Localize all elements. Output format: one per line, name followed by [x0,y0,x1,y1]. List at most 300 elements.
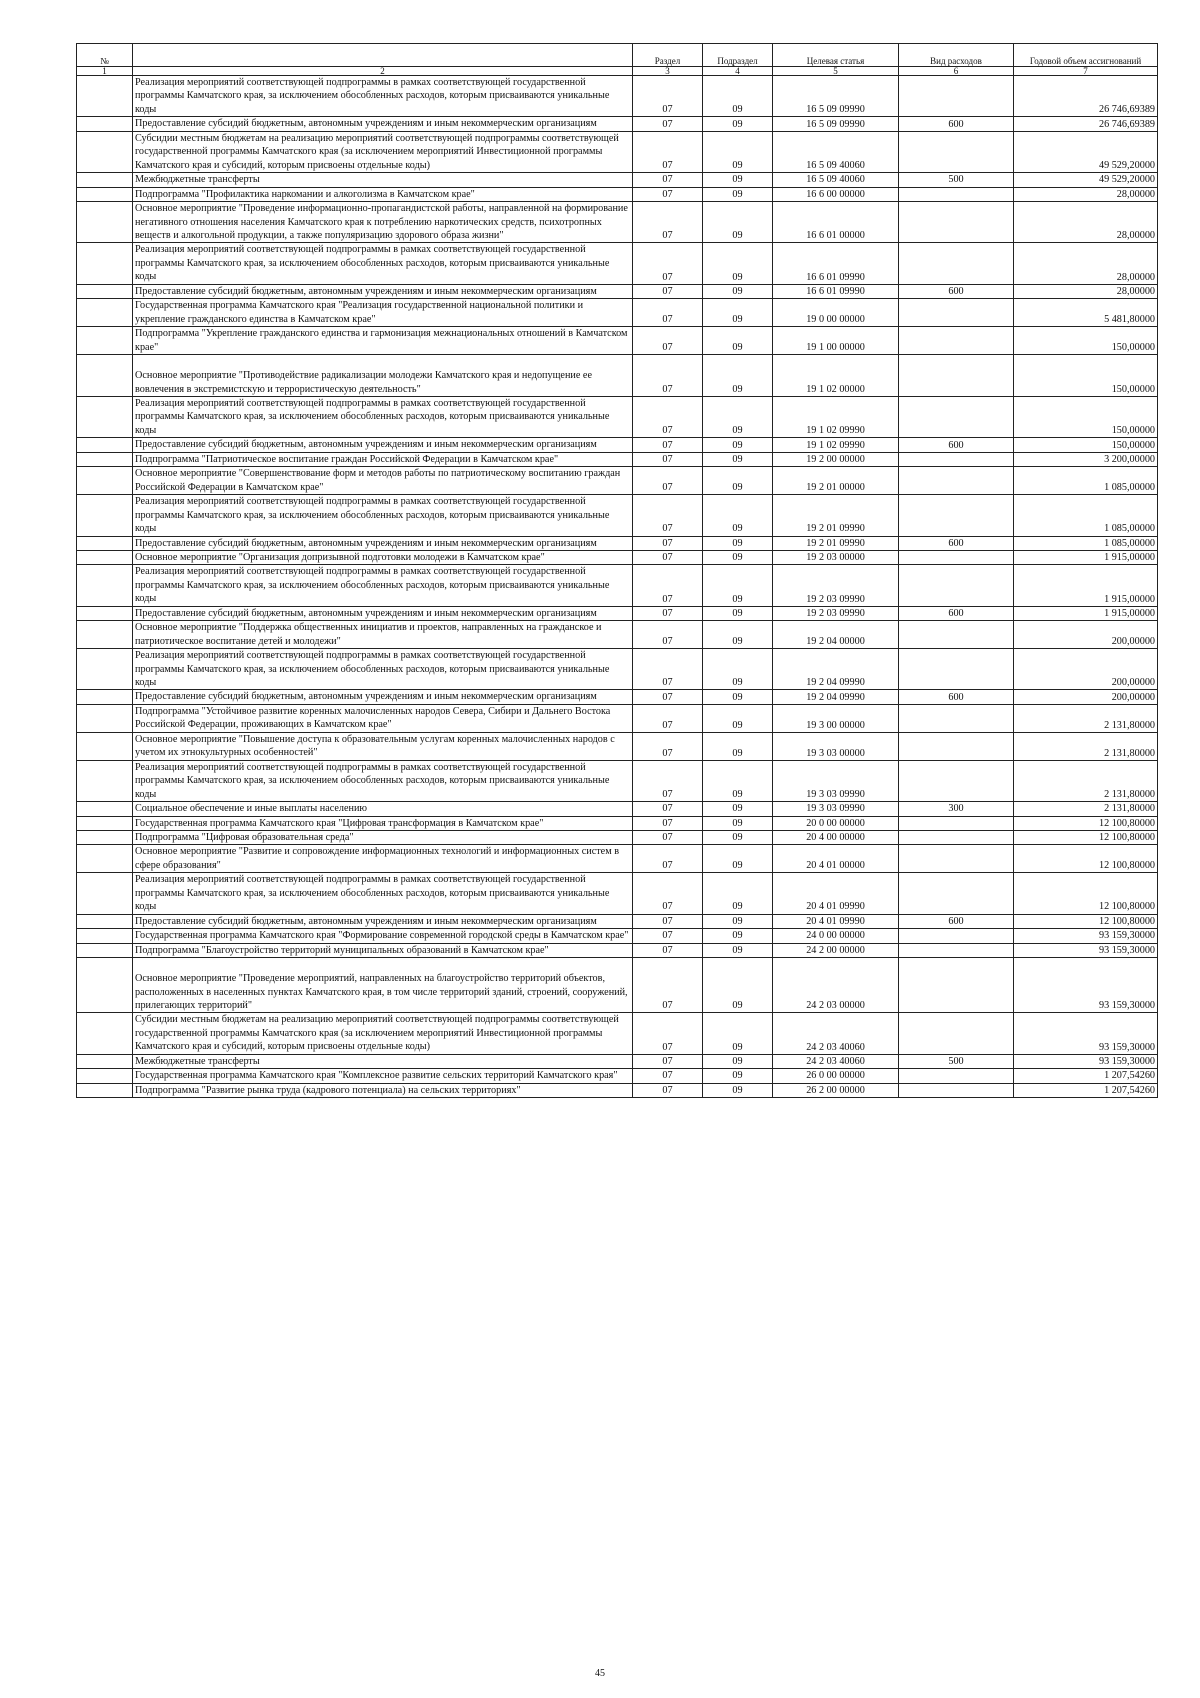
row-target-article-cell: 16 6 01 09990 [773,243,899,284]
row-name-cell: Межбюджетные трансферты [133,173,633,187]
row-target-article-cell: 19 2 01 00000 [773,467,899,495]
col-number-2: 2 [133,67,633,76]
row-amount-cell: 28,00000 [1014,187,1158,201]
row-number-cell [77,929,133,943]
row-razdel-cell: 07 [633,438,703,452]
row-podrazdel-cell: 09 [703,1013,773,1054]
row-name-cell: Реализация мероприятий соответствующей подпрограммы в рамках соответствующей государственной программы Камчатского края, за исключением обособленных расходов, которым присваиваются уникальные коды [133,649,633,690]
row-razdel-cell: 07 [633,873,703,914]
row-name-cell: Основное мероприятие "Проведение информационно-пропагандистской работы, направленной на формирование негативного отношения населения Камчатского края к потреблению наркотических средств, психотропных веществ и алкогольной продукции, а также популяризацию здорового образа жизни" [133,202,633,243]
row-target-article-cell: 19 0 00 00000 [773,299,899,327]
row-name-cell: Основное мероприятие "Развитие и сопровождение информационных технологий и информационных систем в сфере образования" [133,845,633,873]
row-razdel-cell: 07 [633,845,703,873]
row-name-cell: Государственная программа Камчатского края "Комплексное развитие сельских территорий Камчатского края" [133,1069,633,1083]
row-podrazdel-cell: 09 [703,299,773,327]
row-expense-type-cell [899,452,1014,466]
row-number-cell [77,802,133,816]
row-number-cell [77,438,133,452]
row-target-article-cell: 26 0 00 00000 [773,1069,899,1083]
row-amount-cell: 93 159,30000 [1014,1054,1158,1068]
row-razdel-cell: 07 [633,760,703,801]
table-row [77,606,1158,620]
row-number-cell [77,943,133,957]
row-razdel-cell: 07 [633,76,703,117]
row-name-cell: Подпрограмма "Устойчивое развитие коренных малочисленных народов Севера, Сибири и Дальнего Востока Российской Федерации, проживающих в Камчатском крае" [133,704,633,732]
col-header-annual-amount: Годовой объем ассигнований [1014,44,1158,67]
col-header-number: № [77,44,133,67]
table-row [77,76,1158,117]
row-razdel-cell: 07 [633,1054,703,1068]
row-name-cell: Государственная программа Камчатского края "Цифровая трансформация в Камчатском крае" [133,816,633,830]
row-amount-cell: 28,00000 [1014,243,1158,284]
col-header-expense-type: Вид расходов [899,44,1014,67]
row-target-article-cell: 19 2 03 09990 [773,565,899,606]
row-expense-type-cell [899,621,1014,649]
row-target-article-cell: 16 6 00 00000 [773,187,899,201]
row-amount-cell: 49 529,20000 [1014,173,1158,187]
row-podrazdel-cell: 09 [703,173,773,187]
row-razdel-cell: 07 [633,621,703,649]
row-number-cell [77,284,133,298]
table-row [77,565,1158,606]
row-podrazdel-cell: 09 [703,536,773,550]
table-row [77,732,1158,760]
table-row [77,929,1158,943]
row-podrazdel-cell: 09 [703,243,773,284]
row-number-cell [77,452,133,466]
row-amount-cell: 2 131,80000 [1014,760,1158,801]
row-podrazdel-cell: 09 [703,802,773,816]
row-target-article-cell: 19 2 03 09990 [773,606,899,620]
row-target-article-cell: 24 2 03 40060 [773,1013,899,1054]
row-expense-type-cell [899,131,1014,172]
row-razdel-cell: 07 [633,958,703,1013]
row-razdel-cell: 07 [633,131,703,172]
col-number-7: 7 [1014,67,1158,76]
table-row [77,284,1158,298]
row-target-article-cell: 24 2 03 00000 [773,958,899,1013]
row-name-cell: Основное мероприятие "Проведение мероприятий, направленных на благоустройство территорий объектов, расположенных в населенных пунктах Камчатского края, в том числе территорий зданий, строений, сооружений, прилегающих территорий" [133,958,633,1013]
row-razdel-cell: 07 [633,495,703,536]
row-target-article-cell: 16 5 09 40060 [773,173,899,187]
row-name-cell: Подпрограмма "Развитие рынка труда (кадрового потенциала) на сельских территориях" [133,1083,633,1097]
table-row [77,187,1158,201]
row-podrazdel-cell: 09 [703,550,773,564]
table-row [77,690,1158,704]
row-expense-type-cell: 600 [899,690,1014,704]
row-razdel-cell: 07 [633,649,703,690]
row-amount-cell: 1 085,00000 [1014,495,1158,536]
table-row [77,1069,1158,1083]
row-amount-cell: 3 200,00000 [1014,452,1158,466]
row-razdel-cell: 07 [633,327,703,355]
row-name-cell: Реализация мероприятий соответствующей подпрограммы в рамках соответствующей государственной программы Камчатского края, за исключением обособленных расходов, которым присваиваются уникальные коды [133,760,633,801]
row-podrazdel-cell: 09 [703,845,773,873]
row-number-cell [77,327,133,355]
row-expense-type-cell: 600 [899,606,1014,620]
table-row [77,117,1158,131]
row-number-cell [77,1083,133,1097]
row-number-cell [77,690,133,704]
row-amount-cell: 2 131,80000 [1014,802,1158,816]
row-expense-type-cell [899,299,1014,327]
budget-table [76,43,1158,1098]
row-razdel-cell: 07 [633,173,703,187]
row-name-cell: Подпрограмма "Цифровая образовательная среда" [133,831,633,845]
row-name-cell: Подпрограмма "Профилактика наркомании и алкоголизма в Камчатском крае" [133,187,633,201]
col-header-podrazdel: Подраздел [703,44,773,67]
table-row [77,438,1158,452]
row-amount-cell: 28,00000 [1014,284,1158,298]
row-name-cell: Реализация мероприятий соответствующей подпрограммы в рамках соответствующей государственной программы Камчатского края, за исключением обособленных расходов, которым присваиваются уникальные коды [133,495,633,536]
row-podrazdel-cell: 09 [703,914,773,928]
row-razdel-cell: 07 [633,1013,703,1054]
row-expense-type-cell: 600 [899,914,1014,928]
row-name-cell: Подпрограмма "Благоустройство территорий муниципальных образований в Камчатском крае" [133,943,633,957]
row-podrazdel-cell: 09 [703,355,773,397]
row-target-article-cell: 19 3 00 00000 [773,704,899,732]
row-expense-type-cell [899,355,1014,397]
row-razdel-cell: 07 [633,929,703,943]
row-amount-cell: 2 131,80000 [1014,732,1158,760]
table-row [77,1054,1158,1068]
table-row [77,327,1158,355]
row-razdel-cell: 07 [633,914,703,928]
row-amount-cell: 1 915,00000 [1014,565,1158,606]
row-razdel-cell: 07 [633,187,703,201]
table-row [77,1083,1158,1097]
col-number-5: 5 [773,67,899,76]
row-target-article-cell: 24 0 00 00000 [773,929,899,943]
row-podrazdel-cell: 09 [703,606,773,620]
row-number-cell [77,732,133,760]
row-amount-cell: 1 207,54260 [1014,1083,1158,1097]
table-row [77,550,1158,564]
row-expense-type-cell: 300 [899,802,1014,816]
row-amount-cell: 1 085,00000 [1014,467,1158,495]
row-name-cell: Основное мероприятие "Повышение доступа к образовательным услугам коренных малочисленных народов с учетом их этнокультурных особенностей" [133,732,633,760]
row-podrazdel-cell: 09 [703,452,773,466]
table-row [77,467,1158,495]
row-number-cell [77,173,133,187]
row-expense-type-cell: 600 [899,284,1014,298]
row-amount-cell: 1 915,00000 [1014,550,1158,564]
row-expense-type-cell [899,816,1014,830]
row-amount-cell: 12 100,80000 [1014,845,1158,873]
row-amount-cell: 49 529,20000 [1014,131,1158,172]
table-row [77,873,1158,914]
row-podrazdel-cell: 09 [703,760,773,801]
row-target-article-cell: 19 2 04 00000 [773,621,899,649]
row-expense-type-cell [899,550,1014,564]
table-row [77,760,1158,801]
row-name-cell: Предоставление субсидий бюджетным, автономным учреждениям и иным некоммерческим организациям [133,536,633,550]
row-amount-cell: 26 746,69389 [1014,117,1158,131]
row-name-cell: Социальное обеспечение и иные выплаты населению [133,802,633,816]
table-row [77,943,1158,957]
row-number-cell [77,914,133,928]
row-expense-type-cell [899,243,1014,284]
row-target-article-cell: 19 1 02 09990 [773,396,899,437]
row-podrazdel-cell: 09 [703,1069,773,1083]
row-amount-cell: 26 746,69389 [1014,76,1158,117]
row-razdel-cell: 07 [633,606,703,620]
row-razdel-cell: 07 [633,117,703,131]
row-number-cell [77,467,133,495]
row-amount-cell: 1 085,00000 [1014,536,1158,550]
row-expense-type-cell [899,732,1014,760]
row-number-cell [77,550,133,564]
row-number-cell [77,958,133,1013]
row-razdel-cell: 07 [633,202,703,243]
row-amount-cell: 93 159,30000 [1014,929,1158,943]
row-expense-type-cell: 600 [899,117,1014,131]
row-expense-type-cell [899,202,1014,243]
row-name-cell: Предоставление субсидий бюджетным, автономным учреждениям и иным некоммерческим организациям [133,438,633,452]
row-podrazdel-cell: 09 [703,438,773,452]
row-target-article-cell: 26 2 00 00000 [773,1083,899,1097]
row-podrazdel-cell: 09 [703,187,773,201]
row-razdel-cell: 07 [633,299,703,327]
row-razdel-cell: 07 [633,732,703,760]
row-amount-cell: 150,00000 [1014,396,1158,437]
row-amount-cell: 12 100,80000 [1014,816,1158,830]
row-podrazdel-cell: 09 [703,690,773,704]
row-number-cell [77,845,133,873]
row-razdel-cell: 07 [633,284,703,298]
row-target-article-cell: 20 4 01 09990 [773,873,899,914]
header-row [77,44,1158,67]
row-number-cell [77,131,133,172]
table-row [77,704,1158,732]
row-expense-type-cell: 500 [899,173,1014,187]
row-name-cell: Основное мероприятие "Совершенствование форм и методов работы по патриотическому воспитанию граждан Российской Федерации в Камчатском крае" [133,467,633,495]
row-amount-cell: 2 131,80000 [1014,704,1158,732]
row-number-cell [77,816,133,830]
col-header-razdel: Раздел [633,44,703,67]
row-podrazdel-cell: 09 [703,704,773,732]
row-expense-type-cell [899,831,1014,845]
row-podrazdel-cell: 09 [703,327,773,355]
row-expense-type-cell [899,565,1014,606]
row-podrazdel-cell: 09 [703,958,773,1013]
row-target-article-cell: 20 4 01 00000 [773,845,899,873]
row-name-cell: Реализация мероприятий соответствующей подпрограммы в рамках соответствующей государственной программы Камчатского края, за исключением обособленных расходов, которым присваиваются уникальные коды [133,565,633,606]
row-razdel-cell: 07 [633,565,703,606]
table-row [77,243,1158,284]
row-number-cell [77,1054,133,1068]
row-target-article-cell: 24 2 03 40060 [773,1054,899,1068]
table-row [77,495,1158,536]
row-name-cell: Государственная программа Камчатского края "Формирование современной городской среды в Камчатском крае" [133,929,633,943]
row-target-article-cell: 19 3 03 09990 [773,760,899,801]
table-row [77,202,1158,243]
row-expense-type-cell [899,845,1014,873]
row-podrazdel-cell: 09 [703,929,773,943]
row-podrazdel-cell: 09 [703,467,773,495]
row-podrazdel-cell: 09 [703,621,773,649]
row-razdel-cell: 07 [633,396,703,437]
row-target-article-cell: 24 2 00 00000 [773,943,899,957]
row-podrazdel-cell: 09 [703,117,773,131]
table-row [77,816,1158,830]
row-razdel-cell: 07 [633,243,703,284]
row-number-cell [77,76,133,117]
row-target-article-cell: 16 5 09 09990 [773,76,899,117]
row-number-cell [77,495,133,536]
row-expense-type-cell [899,943,1014,957]
row-podrazdel-cell: 09 [703,284,773,298]
row-name-cell: Реализация мероприятий соответствующей подпрограммы в рамках соответствующей государственной программы Камчатского края, за исключением обособленных расходов, которым присваиваются уникальные коды [133,396,633,437]
row-number-cell [77,831,133,845]
table-row [77,802,1158,816]
row-expense-type-cell [899,704,1014,732]
row-expense-type-cell: 600 [899,536,1014,550]
row-razdel-cell: 07 [633,704,703,732]
row-expense-type-cell: 600 [899,438,1014,452]
row-number-cell [77,1069,133,1083]
row-amount-cell: 1 207,54260 [1014,1069,1158,1083]
row-podrazdel-cell: 09 [703,495,773,536]
row-amount-cell: 150,00000 [1014,438,1158,452]
budget-sheet [76,43,1157,1098]
row-expense-type-cell [899,495,1014,536]
row-target-article-cell: 16 6 01 09990 [773,284,899,298]
row-number-cell [77,536,133,550]
row-razdel-cell: 07 [633,452,703,466]
row-expense-type-cell [899,1083,1014,1097]
row-expense-type-cell [899,760,1014,801]
row-razdel-cell: 07 [633,816,703,830]
row-name-cell: Подпрограмма "Патриотическое воспитание граждан Российской Федерации в Камчатском крае" [133,452,633,466]
row-amount-cell: 1 915,00000 [1014,606,1158,620]
row-target-article-cell: 20 0 00 00000 [773,816,899,830]
row-expense-type-cell [899,929,1014,943]
row-name-cell: Реализация мероприятий соответствующей подпрограммы в рамках соответствующей государственной программы Камчатского края, за исключением обособленных расходов, которым присваиваются уникальные коды [133,76,633,117]
table-row [77,1013,1158,1054]
table-row [77,621,1158,649]
row-expense-type-cell [899,76,1014,117]
row-podrazdel-cell: 09 [703,1083,773,1097]
table-row [77,131,1158,172]
row-target-article-cell: 19 2 03 00000 [773,550,899,564]
row-podrazdel-cell: 09 [703,943,773,957]
row-razdel-cell: 07 [633,802,703,816]
row-amount-cell: 93 159,30000 [1014,943,1158,957]
row-podrazdel-cell: 09 [703,816,773,830]
row-expense-type-cell [899,958,1014,1013]
row-name-cell: Субсидии местным бюджетам на реализацию мероприятий соответствующей подпрограммы соответствующей государственной программы Камчатского края (за исключением мероприятий Инвестиционной программы Камчатского края и субсидий, которым присвоены отдельные коды) [133,1013,633,1054]
row-expense-type-cell [899,187,1014,201]
row-target-article-cell: 19 2 01 09990 [773,536,899,550]
row-name-cell: Межбюджетные трансферты [133,1054,633,1068]
row-target-article-cell: 19 1 02 09990 [773,438,899,452]
row-expense-type-cell [899,1013,1014,1054]
table-row [77,299,1158,327]
row-number-cell [77,760,133,801]
row-target-article-cell: 19 3 03 00000 [773,732,899,760]
row-name-cell: Основное мероприятие "Организация допризывной подготовки молодежи в Камчатском крае" [133,550,633,564]
row-number-cell [77,704,133,732]
row-target-article-cell: 16 5 09 09990 [773,117,899,131]
row-amount-cell: 200,00000 [1014,649,1158,690]
row-expense-type-cell: 500 [899,1054,1014,1068]
row-podrazdel-cell: 09 [703,649,773,690]
row-number-cell [77,606,133,620]
row-razdel-cell: 07 [633,550,703,564]
row-number-cell [77,621,133,649]
row-target-article-cell: 19 2 04 09990 [773,690,899,704]
row-name-cell: Предоставление субсидий бюджетным, автономным учреждениям и иным некоммерческим организациям [133,606,633,620]
row-name-cell: Основное мероприятие "Противодействие радикализации молодежи Камчатского края и недопущение ее вовлечения в экстремистскую и террористическую деятельность" [133,355,633,397]
row-expense-type-cell [899,873,1014,914]
col-number-6: 6 [899,67,1014,76]
col-number-1: 1 [77,67,133,76]
row-expense-type-cell [899,467,1014,495]
row-name-cell: Предоставление субсидий бюджетным, автономным учреждениям и иным некоммерческим организациям [133,284,633,298]
table-row [77,831,1158,845]
table-row [77,173,1158,187]
row-name-cell: Государственная программа Камчатского края "Реализация государственной национальной политики и укрепление гражданского единства в Камчатском крае" [133,299,633,327]
row-razdel-cell: 07 [633,831,703,845]
row-razdel-cell: 07 [633,355,703,397]
row-podrazdel-cell: 09 [703,1054,773,1068]
row-name-cell: Предоставление субсидий бюджетным, автономным учреждениям и иным некоммерческим организациям [133,690,633,704]
row-razdel-cell: 07 [633,536,703,550]
row-amount-cell: 200,00000 [1014,621,1158,649]
row-amount-cell: 28,00000 [1014,202,1158,243]
col-number-3: 3 [633,67,703,76]
row-target-article-cell: 19 1 02 00000 [773,355,899,397]
row-target-article-cell: 16 5 09 40060 [773,131,899,172]
row-podrazdel-cell: 09 [703,131,773,172]
row-amount-cell: 93 159,30000 [1014,1013,1158,1054]
table-row [77,958,1158,1013]
row-podrazdel-cell: 09 [703,396,773,437]
row-number-cell [77,649,133,690]
row-razdel-cell: 07 [633,1083,703,1097]
col-number-4: 4 [703,67,773,76]
page-number: 45 [595,1668,605,1679]
row-amount-cell: 12 100,80000 [1014,873,1158,914]
row-podrazdel-cell: 09 [703,202,773,243]
table-row [77,536,1158,550]
row-target-article-cell: 19 3 03 09990 [773,802,899,816]
row-target-article-cell: 20 4 01 09990 [773,914,899,928]
row-target-article-cell: 19 2 01 09990 [773,495,899,536]
row-number-cell [77,299,133,327]
row-name-cell: Субсидии местным бюджетам на реализацию мероприятий соответствующей подпрограммы соответствующей государственной программы Камчатского края (за исключением мероприятий Инвестиционной программы Камчатского края и субсидий, которым присвоены отдельные коды) [133,131,633,172]
row-amount-cell: 93 159,30000 [1014,958,1158,1013]
row-podrazdel-cell: 09 [703,76,773,117]
row-target-article-cell: 19 2 00 00000 [773,452,899,466]
row-name-cell: Предоставление субсидий бюджетным, автономным учреждениям и иным некоммерческим организациям [133,117,633,131]
row-razdel-cell: 07 [633,1069,703,1083]
row-name-cell: Подпрограмма "Укрепление гражданского единства и гармонизация межнациональных отношений в Камчатском крае" [133,327,633,355]
row-amount-cell: 5 481,80000 [1014,299,1158,327]
column-number-row [77,67,1158,76]
row-target-article-cell: 19 2 04 09990 [773,649,899,690]
row-number-cell [77,202,133,243]
table-row [77,452,1158,466]
row-razdel-cell: 07 [633,690,703,704]
row-name-cell: Основное мероприятие "Поддержка общественных инициатив и проектов, направленных на гражданское и патриотическое воспитание детей и молодежи" [133,621,633,649]
row-podrazdel-cell: 09 [703,565,773,606]
row-podrazdel-cell: 09 [703,873,773,914]
row-number-cell [77,1013,133,1054]
row-amount-cell: 150,00000 [1014,327,1158,355]
row-razdel-cell: 07 [633,467,703,495]
